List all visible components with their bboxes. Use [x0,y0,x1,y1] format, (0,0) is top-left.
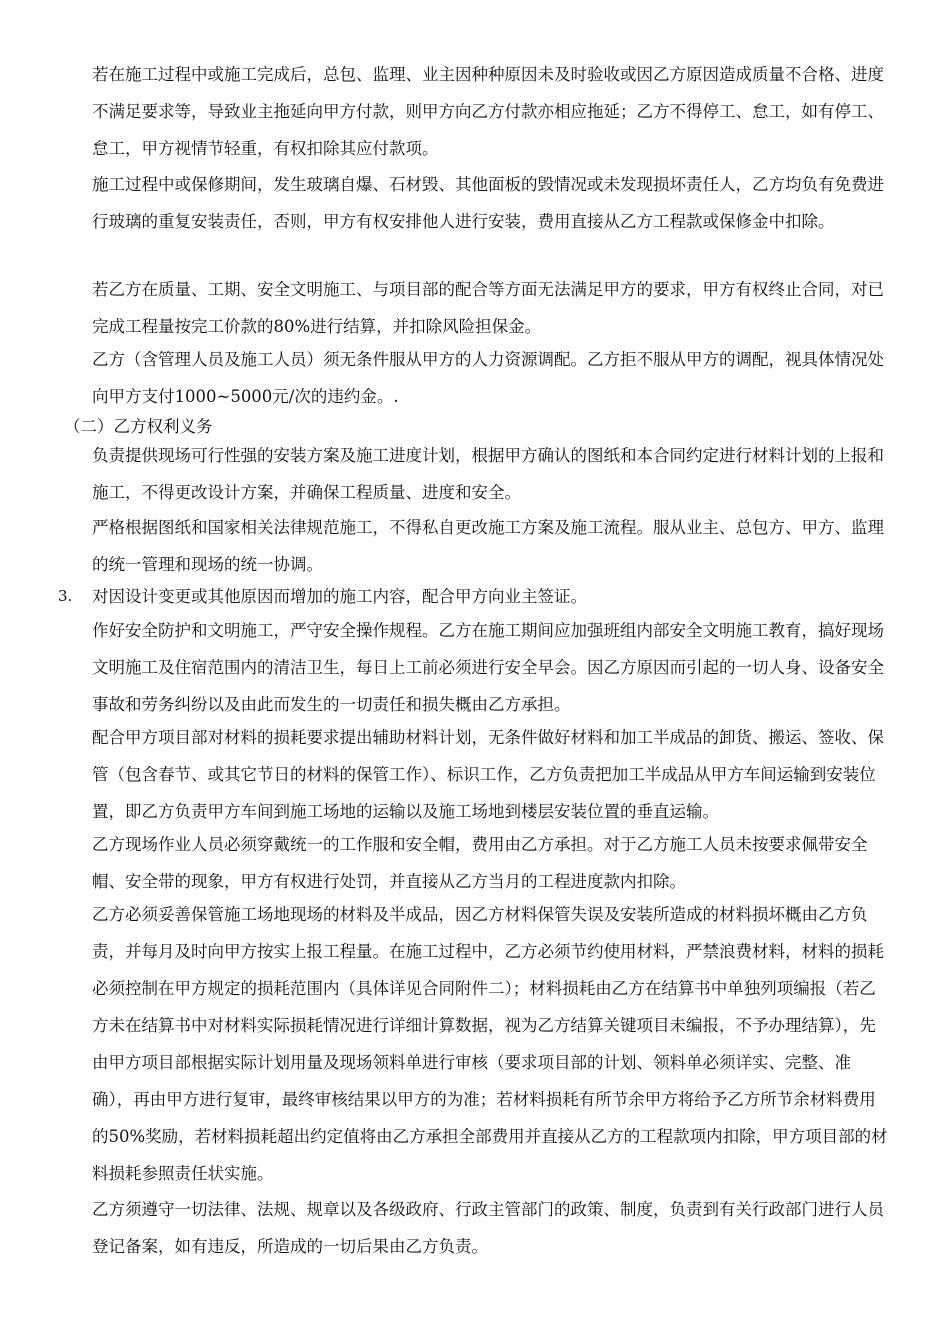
section-heading: （二）乙方权利义务 [64,417,213,436]
clause-text: 作好安全防护和文明施工，严守安全操作规程。乙方在施工期间应加强班组内部安全文明施工教育，搞好现场文明施工及住宿范围内的清洁卫生，每日上工前必须进行安全早会。因乙方原因而引起的一切人身、设备安全事故和劳务纠纷以及由此而发生的一切责任和损失概由乙方承担。 [92,621,884,714]
clause-text: 乙方须遵守一切法律、法规、规章以及各级政府、行政主管部门的政策、制度，负责到有关行政部门进行人员登记备案，如有违反，所造成的一切后果由乙方负责。 [92,1200,884,1256]
clause-text: 若乙方在质量、工期、安全文明施工、与项目部的配合等方面无法满足甲方的要求，甲方有权终止合同，对已完成工程量按完工价款的80%进行结算，并扣除风险担保金。 [92,280,884,336]
clause-part2-2 [92,509,892,583]
clause-part2-1 [92,437,892,511]
clause-part2-4 [92,612,892,723]
clause-part2-3 [58,578,892,615]
clause-number: 3. [58,587,73,605]
clause-part2-5 [92,719,892,830]
clause-text: 严格根据图纸和国家相关法律规范施工，不得私自更改施工方案及施工流程。服从业主、总包方、甲方、监理的统一管理和现场的统一协调。 [92,518,884,574]
clause-part2-8 [92,1191,892,1265]
clause-part1-3 [92,271,892,345]
clause-text: 施工过程中或保修期间，发生玻璃自爆、石材毁、其他面板的毁情况或未发现损坏责任人，乙方均负有免费进行玻璃的重复安装责任，否则，甲方有权安排他人进行安装，费用直接从乙方工程款或保修金中扣除。 [92,175,884,231]
clause-text: 配合甲方项目部对材料的损耗要求提出辅助材料计划，无条件做好材料和加工半成品的卸货、搬运、签收、保管（包含春节、或其它节日的材料的保管工作）、标识工作，乙方负责把加工半成品从甲方车间运输到安装位置，即乙方负责甲方车间到施工场地的运输以及施工场地到楼层安装位置的垂直运输。 [92,728,884,821]
clause-part1-2 [92,166,892,240]
clause-part1-1 [92,56,892,167]
clause-part2-7 [92,896,892,1192]
clause-text: 若在施工过程中或施工完成后，总包、监理、业主因种种原因未及时验收或因乙方原因造成质量不合格、进度不满足要求等，导致业主拖延向甲方付款，则甲方向乙方付款亦相应拖延；乙方不得停工、怠工，如有停工、怠工，甲方视情节轻重，有权扣除其应付款项。 [92,65,884,158]
clause-text: 乙方（含管理人员及施工人员）须无条件服从甲方的人力资源调配。乙方拒不服从甲方的调配，视具体情况处向甲方支付1000~5000元/次的违约金。. [92,350,884,406]
clause-text: 乙方必须妥善保管施工场地现场的材料及半成品，因乙方材料保管失误及安装所造成的材料损坏概由乙方负责，并每月及时向甲方按实上报工程量。在施工过程中，乙方必须节约使用材料，严禁浪费材料，材料的损耗必须控制在甲方规定的损耗范围内（具体详见合同附件二）；材料损耗由乙方在结算书中单独列项编报（若乙方未在结算书中对材料实际损耗情况进行详细计算数据，视为乙方结算关键项目未编报，不予办理结算），先由甲方项目部根据实际计划用量及现场领料单进行审核（要求项目部的计划、领料单必须详实、完整、准确），再由甲方进行复审，最终审核结果以甲方的为准；若材料损耗有所节余甲方将给予乙方所节余材料费用的50%奖励，若材料损耗超出约定值将由乙方承担全部费用并直接从乙方的工程款项内扣除，甲方项目部的材料损耗参照责任状实施。 [92,905,888,1183]
clause-part1-4 [92,341,892,415]
clause-text: 对因设计变更或其他原因而增加的施工内容，配合甲方向业主签证。 [92,587,587,606]
clause-text: 负责提供现场可行性强的安装方案及施工进度计划，根据甲方确认的图纸和本合同约定进行材料计划的上报和施工，不得更改设计方案，并确保工程质量、进度和安全。 [92,446,884,502]
clause-part2-6 [92,826,892,900]
clause-text: 乙方现场作业人员必须穿戴统一的工作服和安全帽，费用由乙方承担。对于乙方施工人员未按要求佩带安全帽、安全带的现象，甲方有权进行处罚，并直接从乙方当月的工程进度款内扣除。 [92,835,868,891]
